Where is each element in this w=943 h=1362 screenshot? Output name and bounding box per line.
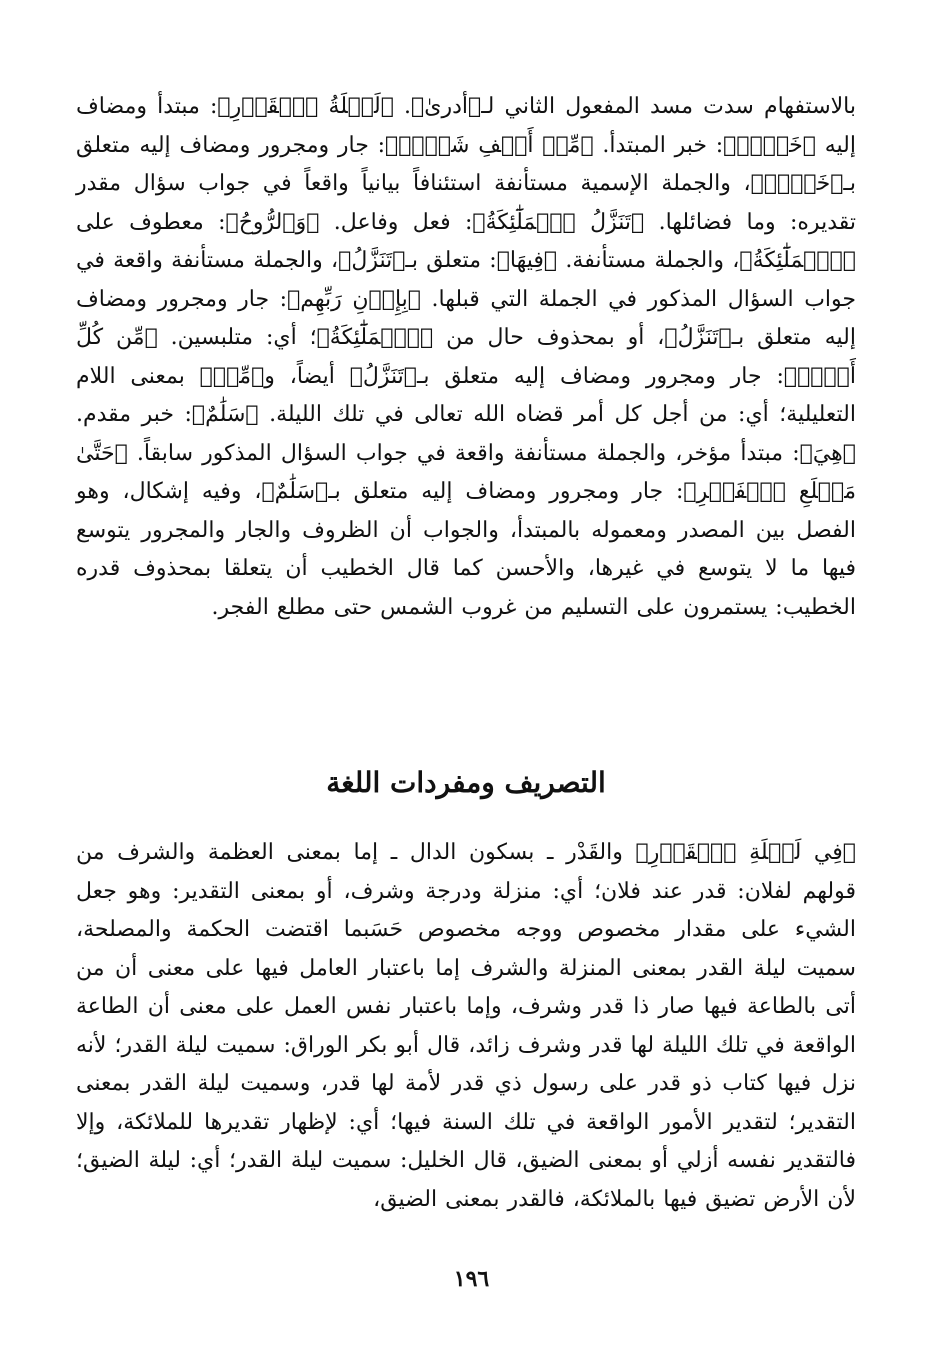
- page-number: ١٩٦: [453, 1266, 490, 1292]
- section-heading: التصريف ومفردات اللغة: [326, 766, 606, 799]
- paragraph-morphology-vocabulary: ﴿فِي لَيۡلَةِ ٱلۡقَدۡرِ﴾ والقَدْر ـ بسكون الدال ـ إما بمعنى العظمة والشرف من قولهم لفلان: قدر عند فلان؛ أي: منزلة ودرجة وشرف، أو بمعنى التقدير: وهو جعل الشيء على مقدار مخصوص ووجه مخصوص حَسَبما اقتضت الحكمة والمصلحة، سميت ليلة القدر بمعنى المنزلة والشرف إما باعتبار العامل فيها على معنى أن من أتى بالطاعة فيها صار ذا قدر وشرف، وإما باعتبار نفس العمل على معنى أن الطاعة الواقعة في تلك الليلة لها قدر وشرف زائد، قال أبو بكر الوراق: سميت ليلة القدر؛ لأنه نزل فيها كتاب ذو قدر على رسول ذي قدر لأمة لها قدر، وسميت ليلة القدر بمعنى التقدير؛ لتقدير الأمور الواقعة في تلك السنة فيها؛ أي: لإظهار تقديرها للملائكة، وإلا فالتقدير نفسه أزلي أو بمعنى الضيق، قال الخليل: سميت ليلة القدر؛ أي: ليلة الضيق؛ لأن الأرض تضيق فيها بالملائكة، فالقدر بمعنى الضيق،: [76, 840, 856, 1212]
- paragraph-grammar-analysis: بالاستفهام سدت مسد المفعول الثاني لـ﴿أدرىٰ﴾. ﴿لَيۡلَةُ ٱلۡقَدۡرِ﴾: مبتدأ ومضاف إليه ﴿خَيۡرٞ﴾: خبر المبتدأ. ﴿مِّنۡ أَلۡفِ شَهۡرٖ﴾: جار ومجرور ومضاف إليه متعلق بـ﴿خَيۡرٞ﴾، والجملة الإسمية مستأنفة استئنافاً بيانياً واقعاً في جواب سؤال مقدر تقديره: وما فضائلها. ﴿تَنَزَّلُ ٱلۡمَلَٰٓئِكَةُ﴾: فعل وفاعل. ﴿وَٱلرُّوحُ﴾: معطوف على ﴿ٱلۡمَلَٰٓئِكَةُ﴾، والجملة مستأنفة. ﴿فِيهَا﴾: متعلق بـ﴿تَنَزَّلُ﴾، والجملة مستأنفة واقعة في جواب السؤال المذكور في الجملة التي قبلها. ﴿بِإِذۡنِ رَبِّهِم﴾: جار ومجرور ومضاف إليه متعلق بـ﴿تَنَزَّلُ﴾، أو بمحذوف حال من ﴿ٱلۡمَلَٰٓئِكَةُ﴾؛ أي: متلبسين. ﴿مِّن كُلِّ أَمۡرٖ﴾: جار ومجرور ومضاف إليه متعلق بـ﴿تَنَزَّلُ﴾ أيضاً، و﴿مِّنۡ﴾ بمعنى اللام التعليلية؛ أي: من أجل كل أمر قضاه الله تعالى في تلك الليلة. ﴿سَلَٰمٌ﴾: خبر مقدم. ﴿هِيَ﴾: مبتدأ مؤخر، والجملة مستأنفة واقعة في جواب السؤال المذكور سابقاً. ﴿حَتَّىٰ مَطۡلَعِ ٱلۡفَجۡرِ﴾: جار ومجرور ومضاف إليه متعلق بـ﴿سَلَٰمٌ﴾، وفيه إشكال، وهو الفصل بين المصدر ومعموله بالمبتدأ، والجواب أن الظروف والجار والمجرور يتوسع فيها ما لا يتوسع في غيرها، والأحسن كما قال الخطيب أن يتعلقا بمحذوف قدره الخطيب: يستمرون على التسليم من غروب الشمس حتى مطلع الفجر.: [76, 94, 856, 620]
